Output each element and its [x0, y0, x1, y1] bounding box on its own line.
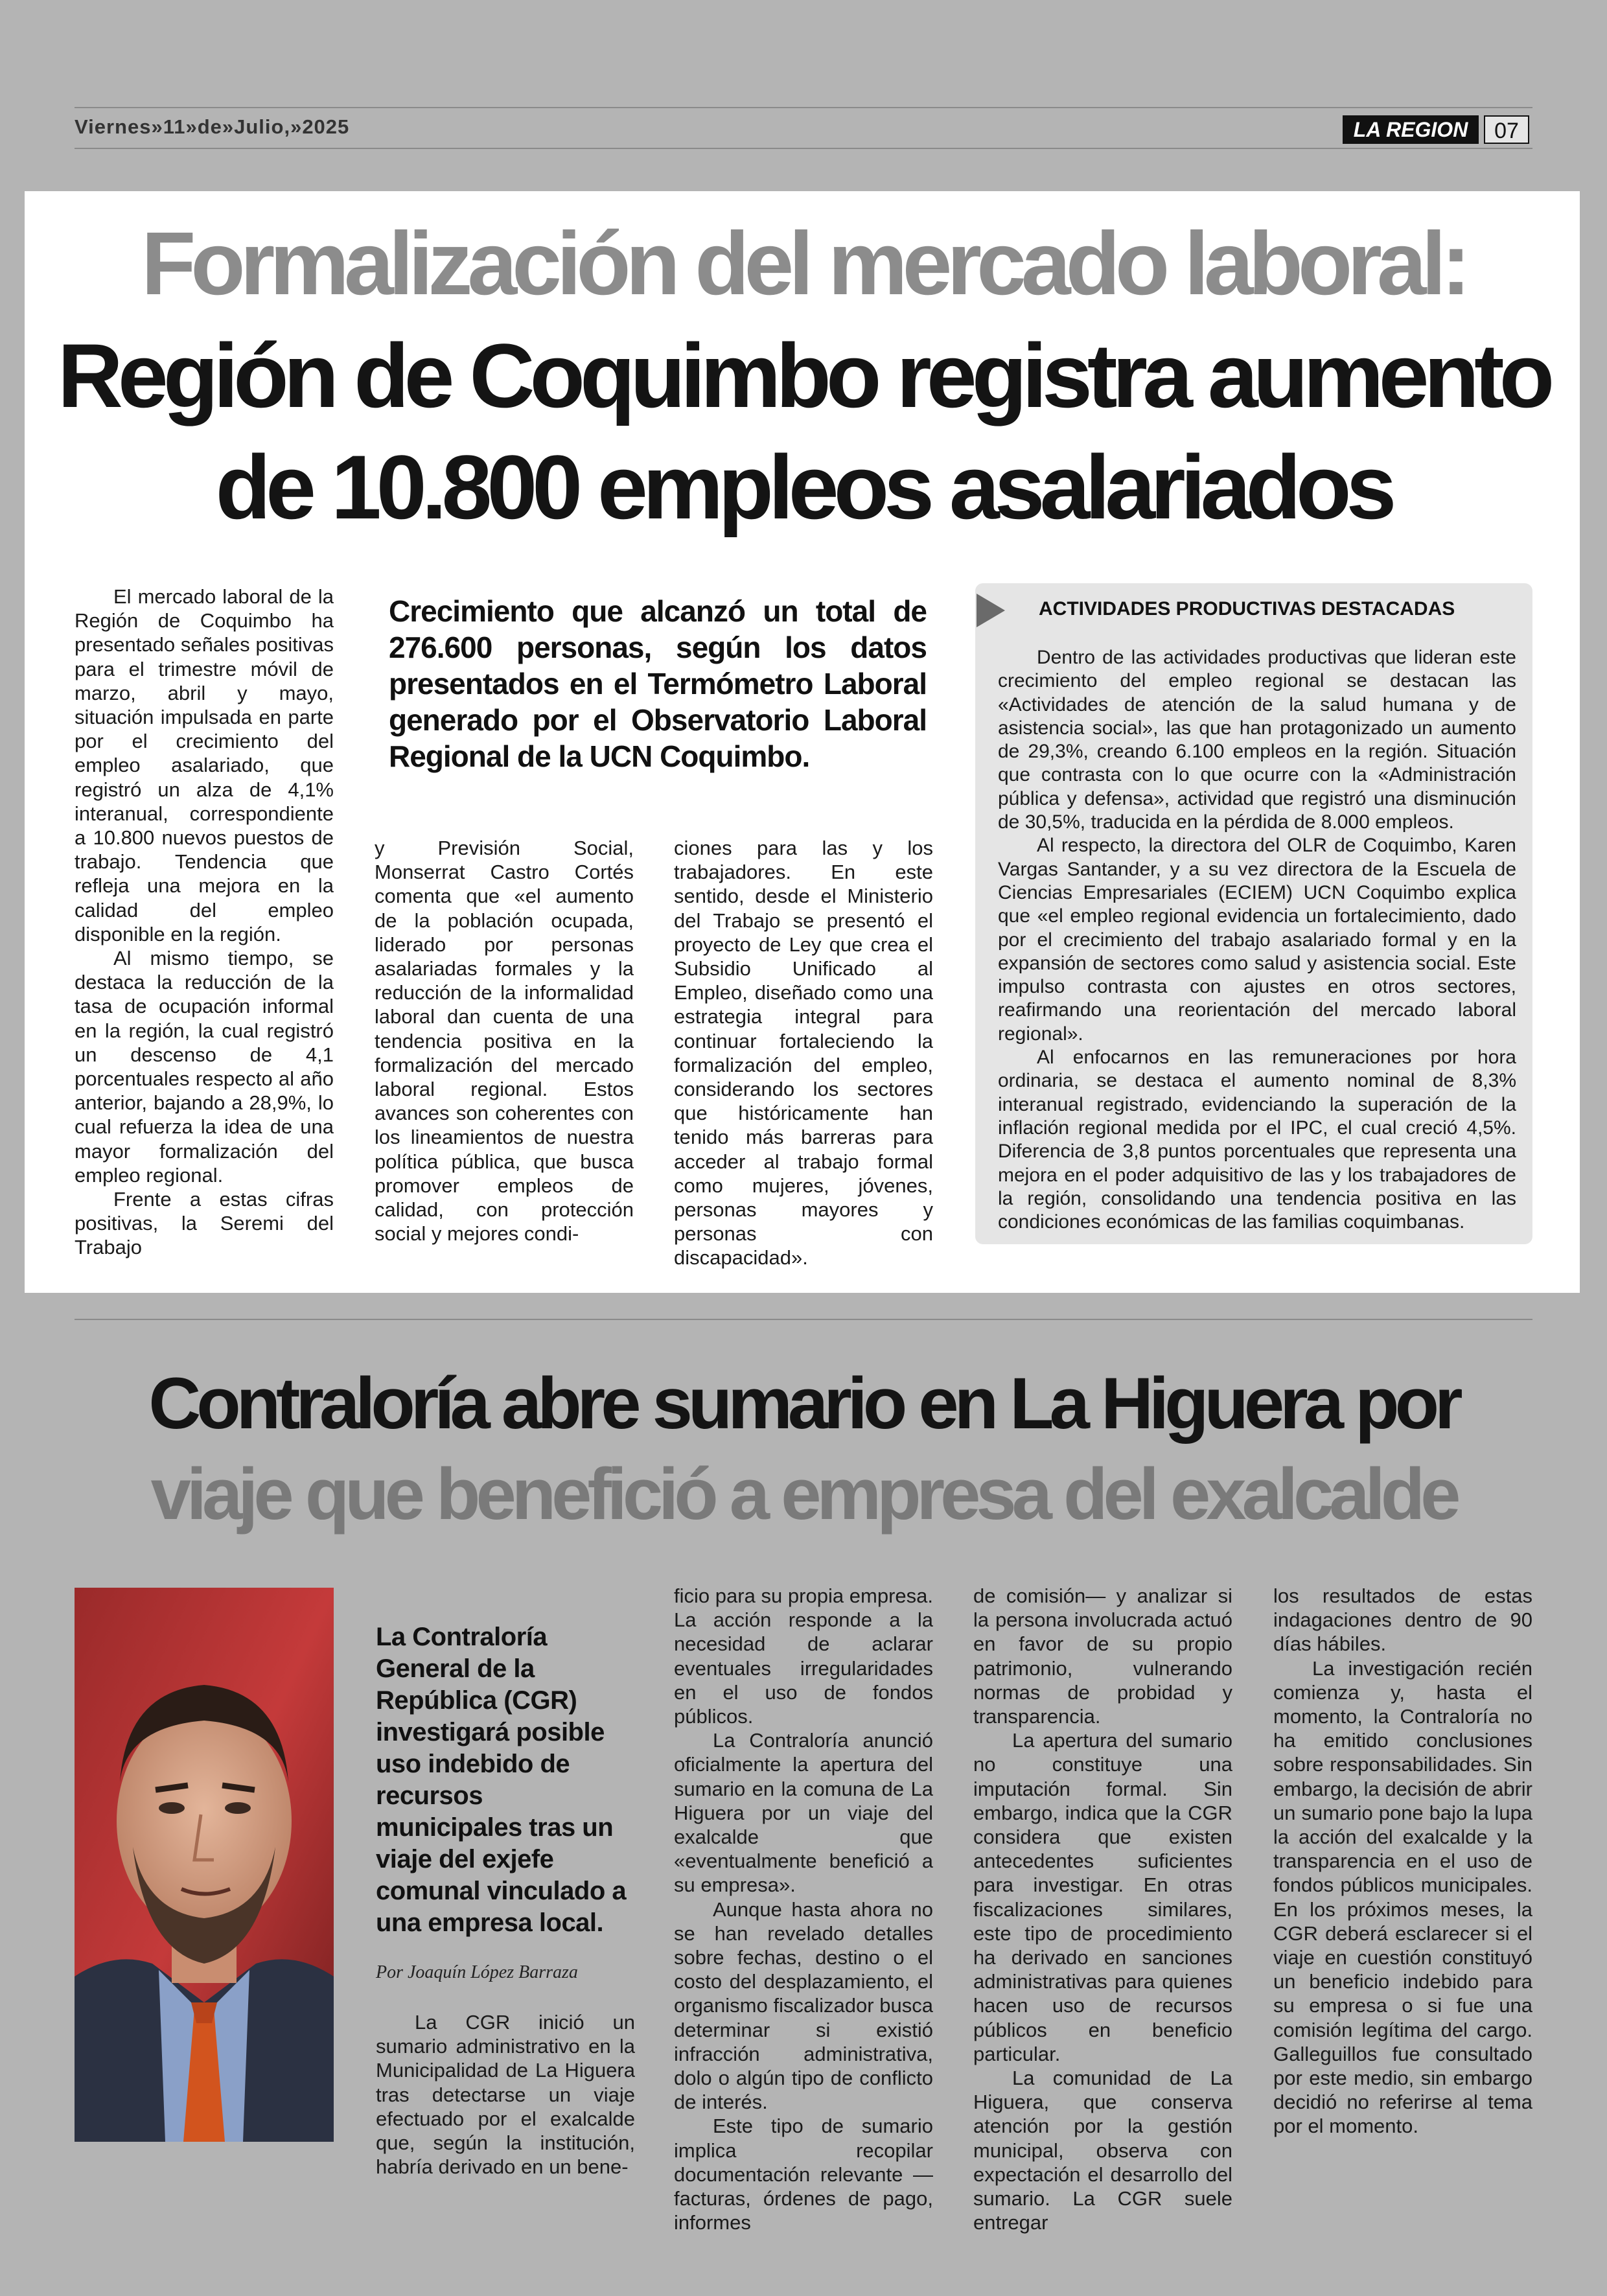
paragraph: Aunque hasta ahora no se han revelado detalles sobre fechas, destino o el costo del desplazamiento, el organismo fiscalizador busca determinar si existió infracción administrativa, dolo o algún tipo de conflicto de interés.: [674, 1897, 933, 2114]
article1-column-3: [674, 836, 933, 1270]
paragraph: La comunidad de La Higuera, que conserva atención por la gestión municipal, observa con expectación el desarrollo del sumario. La CGR suele entregar: [973, 2067, 1232, 2234]
byline: Por Joaquín López Barraza: [376, 1962, 578, 1982]
article2-column-3: [973, 1584, 1232, 2234]
article2-title-line1: Contraloría abre sumario en La Higuera por: [148, 1363, 1459, 1444]
sidebar-box-text: [998, 646, 1516, 1234]
paragraph: El mercado laboral de la Región de Coquimbo ha presentado señales positivas para el trimestre móvil de marzo, abril y mayo, situación impulsada en parte por el crecimiento del empleo asalariado, que registró un alza de 4,1% interanual, correspondiente a 10.800 nuevos puestos de trabajo. Tendencia que refleja una mejora en la calidad del empleo disponible en la región.: [75, 585, 334, 945]
article2-column-1: [376, 2010, 635, 2179]
paragraph: La CGR inició un sumario administrativo en la Municipalidad de La Higuera tras detectarse un viaje efectuado por el exalcalde que, según la institución, habría derivado en un bene-: [376, 2011, 635, 2179]
article2-column-2: [674, 1584, 933, 2234]
paragraph: ciones para las y los trabajadores. En este sentido, desde el Ministerio del Trabajo se presentó el proyecto de Ley que crea el Subsidio Unificado al Empleo, diseñado como una estrategia integral para continuar fortaleciendo la formalización del empleo, considerando los sectores que históricamente han tenido más barreras para acceder al trabajo formal como mujeres, jóvenes, personas mayores y personas con discapacidad».: [674, 837, 933, 1270]
exmayor-portrait-photo: [75, 1588, 334, 2142]
paragraph: ficio para su propia empresa. La acción responde a la necesidad de aclarar eventuales irregularidades en el uso de fondos públicos.: [674, 1584, 933, 1728]
section-divider: [75, 1319, 1532, 1320]
article1-kicker: Formalización del mercado laboral:: [141, 214, 1466, 314]
paragraph: Al mismo tiempo, se destaca la reducción de la tasa de ocupación informal en la región, la cual registró un descenso de 4,1 porcentuales respecto al año anterior, bajando a 28,9%, lo cual refuerza la idea de una mayor formalización del empleo regional.: [75, 947, 334, 1187]
page-number: 07: [1484, 115, 1529, 144]
article1-deck: Crecimiento que alcanzó un total de 276.600 personas, según los datos presentados en el Termómetro Laboral generado por el Observatorio Laboral Regional de la UCN Coquimbo.: [389, 594, 927, 773]
paragraph: Frente a estas cifras positivas, la Seremi del Trabajo: [75, 1188, 334, 1259]
paragraph: La apertura del sumario no constituye una imputación formal. Sin embargo, indica que la CGR considera que existen antecedentes suficientes para investigar. En otras fiscalizaciones similares, este tipo de procedimiento ha derivado en sanciones administrativas para quienes hacen uso de recursos públicos en beneficio particular.: [973, 1729, 1232, 2065]
paragraph: y Previsión Social, Monserrat Castro Cortés comenta que «el aumento de la población ocupada, liderado por personas asalariadas formales y la reducción de la informalidad laboral dan cuenta de una tendencia positiva en la formalización del mercado laboral regional. Estos avances son coherentes con los lineamientos de nuestra política pública, que busca promover empleos de calidad, con protección social y mejores condi-: [375, 837, 634, 1246]
paragraph: de comisión— y analizar si la persona involucrada actuó en favor de su propio patrimonio, vulnerando normas de probidad y transparencia.: [973, 1584, 1232, 1728]
article2-column-4: [1273, 1584, 1532, 2139]
article1-column-1: [75, 585, 334, 1260]
article1-title-line2: de 10.800 empleos asalariados: [215, 436, 1392, 538]
paragraph: La investigación recién comienza y, hasta el momento, la Contraloría no ha emitido conclusiones sobre responsabilidades. Sin embargo, la decisión de abrir un sumario pone bajo la lupa la acción del exalcalde y la transparencia en el uso de fondos públicos municipales. En los próximos meses, la CGR deberá esclarecer si el viaje en cuestión constituyó un beneficio indebido para su empresa o si fue una comisión legítima del cargo. Galleguillos fue consultado por este medio, sin embargo decidió no referirse al tema por el momento.: [1273, 1656, 1532, 2138]
article1-title-line1: Región de Coquimbo registra aumento: [57, 325, 1550, 426]
article2-deck: La Contraloría General de la República (CGR) investigará posible uso indebido de recursos municipales tras un viaje del exjefe comunal vinculado a una empresa local.: [376, 1623, 627, 1937]
paragraph: Al respecto, la directora del OLR de Coquimbo, Karen Vargas Santander, y a su vez directora de la Escuela de Ciencias Empresariales (ECIEM) UCN Coquimbo explica que «el empleo regional evidencia un fortalecimiento, dado por el crecimiento del trabajo asalariado formal y en la expansión de sectores como salud y asistencia social. Este impulso contrasta con ajustes en otros sectores, reafirmando una reorientación del mercado laboral regional».: [998, 835, 1516, 1045]
paragraph: La Contraloría anunció oficialmente la apertura del sumario en la comuna de La Higuera por un viaje del exalcalde que «eventualmente benefició a su empresa».: [674, 1729, 933, 1897]
header-rule-bottom: [75, 148, 1532, 149]
issue-date: Viernes»11»de»Julio,»2025: [75, 115, 350, 138]
article2-title-line2: viaje que benefició a empresa del exalcalde: [150, 1454, 1457, 1535]
header-rule-top: [75, 107, 1532, 108]
paragraph: Dentro de las actividades productivas que lideran este crecimiento del empleo regional se destacan las «Actividades de atención de la salud humana y de asistencia social», las que han protagonizado un aumento de 29,3%, creando 6.100 empleos en la región. Situación que contrasta con lo que ocurre con la «Administración pública y defensa», actividad que registró una disminución de 30,5%, traducida en la pérdida de 8.000 empleos.: [998, 647, 1516, 833]
triangle-bullet-icon: [977, 594, 1005, 627]
sidebar-box-title: ACTIVIDADES PRODUCTIVAS DESTACADAS: [1039, 598, 1455, 620]
newspaper-logo: LA REGION: [1343, 115, 1479, 144]
paragraph: Este tipo de sumario implica recopilar documentación relevante —facturas, órdenes de pago, informes: [674, 2115, 933, 2234]
paragraph: los resultados de estas indagaciones dentro de 90 días hábiles.: [1273, 1584, 1532, 1656]
article1-column-2: [375, 836, 634, 1246]
paragraph: Al enfocarnos en las remuneraciones por hora ordinaria, se destaca el aumento nominal de 8,3% interanual registrado, evidenciando la superación de la inflación regional medida por el IPC, el cual creció 4,5%. Diferencia de 3,8 puntos porcentuales que representa una mejora en el poder adquisitivo de las y los trabajadores de la región, consolidando una tendencia positiva en las condiciones económicas de las familias coquimbanas.: [998, 1047, 1516, 1233]
